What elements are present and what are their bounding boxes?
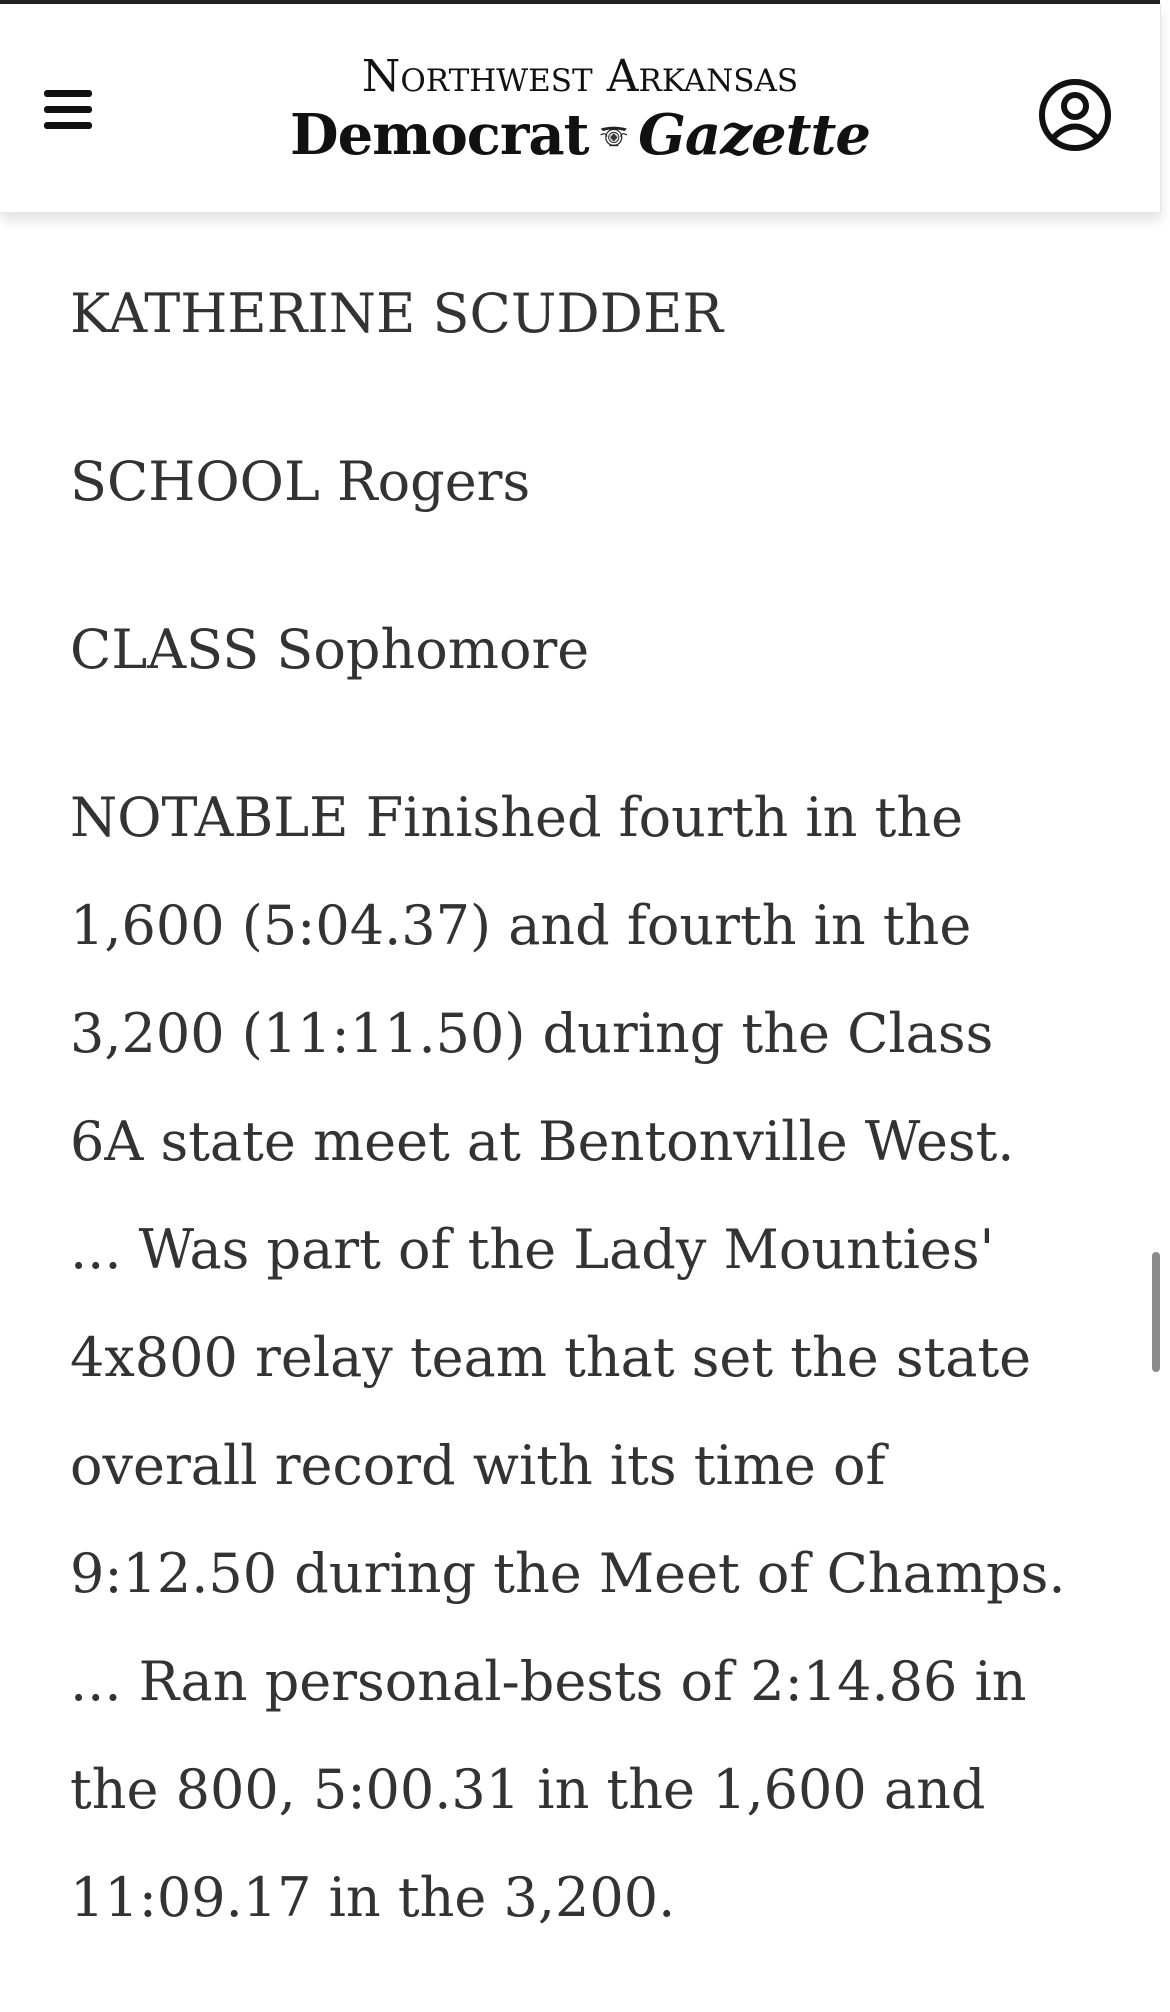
athlete-class: CLASS Sophomore [70,618,590,681]
vertical-scrollbar[interactable] [1152,1252,1160,1372]
site-logo[interactable] [290,52,870,172]
athlete-school: SCHOOL Rogers [70,450,531,513]
athlete-notable: NOTABLE Finished fourth in the 1,600 (5:04.37) and fourth in the 3,200 (11:11.50) during the Class 6A state meet at Bentonville West. ... Was part of the Lady Mounties' 4x800 relay team that set the state overall record with its time of 9:12.50 during the Meet of Champs. ... Ran personal-bests of 2:14.86 in the 800, 5:00.31 in the 1,600 and 11:09.17 in the 3,200. [70,786,1066,1929]
menu-bar [44,90,92,97]
menu-bar [44,106,92,113]
hamburger-menu-icon[interactable] [38,82,98,136]
logo-top-text: Northwest Arkansas [361,51,799,102]
menu-bar [44,122,92,129]
logo-gazette-text: Gazette [638,102,870,168]
logo-bottom-row [290,104,870,166]
site-header [0,4,1161,212]
article-body [70,260,1070,2012]
logo-democrat-text: Democrat [290,102,589,168]
athlete-name: KATHERINE SCUDDER [70,282,724,345]
user-account-icon[interactable] [1038,78,1112,152]
state-seal-icon [599,105,629,165]
